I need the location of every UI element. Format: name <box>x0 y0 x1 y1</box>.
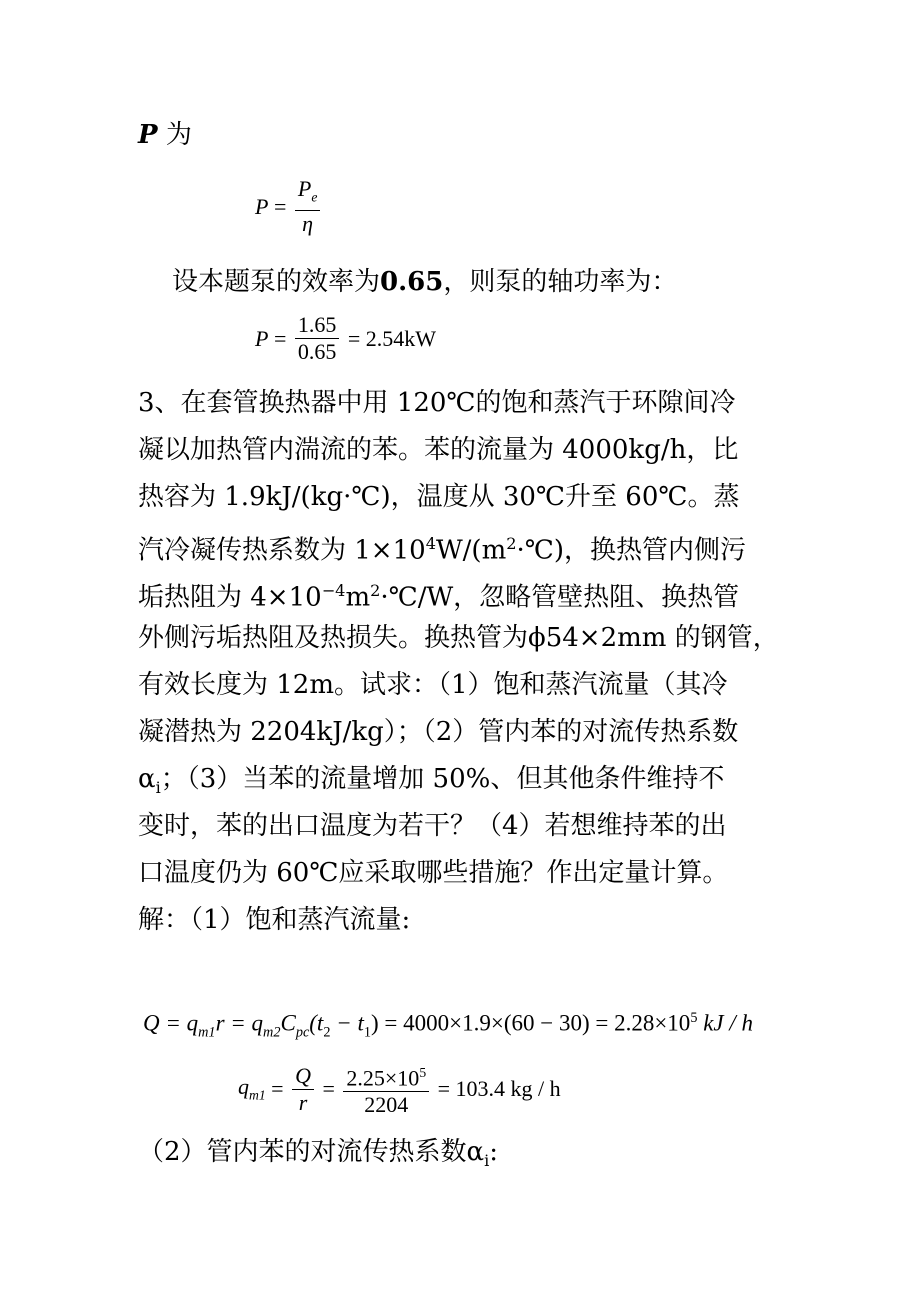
problem-line: 口温度仍为 60℃应采取哪些措施？作出定量计算。 <box>138 858 729 888</box>
lead-text: 为 <box>165 120 192 150</box>
power-symbol: P <box>138 120 158 150</box>
problem-line: 热容为 1.9kJ/(kg·℃)，温度从 30℃升至 60℃。蒸 <box>138 482 740 512</box>
problem-line: 垢热阻为 $4\times 10^{-4}m^2\cdot℃/W$，忽略管壁热阻、换热管 <box>138 581 740 613</box>
equation-steam-flow: $q_{m1}$ = $\frac{Q}{r}$ = $\frac{2.25\times 10^5}{2204}$ = 103.4 kg / h <box>238 1060 561 1118</box>
problem-line: 有效长度为 12m。试求：（1）饱和蒸汽流量（其冷 <box>138 670 728 700</box>
equation-power-definition <box>255 176 323 237</box>
efficiency-line: 设本题泵的效率为0.65，则泵的轴功率为： <box>172 267 678 297</box>
problem-line: 汽冷凝传热系数为 $1\times 10^4W/(m^2\cdot℃)$，换热管内侧污 <box>138 534 746 566</box>
eq-result: = 2.54kW <box>347 325 437 351</box>
problem-line: 3、在套管换热器中用 120℃的饱和蒸汽于环隙间冷 <box>138 388 736 418</box>
equation-heat-duty: $Q = q_{m1}r = q_{m2}C_{pc}(t_2 - t_1) = 4000\times 1.9\times(60 - 30) = 2.28\times 10^5$ kJ / h <box>143 1010 753 1041</box>
eq-sign: = <box>273 193 287 219</box>
problem-line: 凝潜热为 2204kJ/kg）；（2）管内苯的对流传热系数 <box>138 717 739 747</box>
part2-heading: （2）管内苯的对流传热系数$\alpha_i$: <box>138 1137 499 1171</box>
fraction: $\frac{1.65}{0.65}$ <box>295 312 340 365</box>
solution-label: 解：（1）饱和蒸汽流量: <box>138 905 411 935</box>
problem-line: 凝以加热管内湍流的苯。苯的流量为 4000kg/h，比 <box>138 435 739 465</box>
fraction <box>295 176 321 237</box>
problem-line: $\alpha_i$；（3）当苯的流量增加 50%、但其他条件维持不 <box>138 764 725 798</box>
fraction: $\frac{2.25\times 10^5}{2204}$ <box>343 1060 429 1118</box>
lead-line <box>138 120 192 150</box>
eq-lhs: P <box>255 193 269 219</box>
fraction-denominator: η <box>302 211 314 237</box>
efficiency-value: 0.65 <box>380 267 444 297</box>
fraction: $\frac{Q}{r}$ <box>292 1063 314 1116</box>
eq-result: = 103.4 kg / h <box>437 1076 561 1102</box>
problem-line: 变时，苯的出口温度为若干？（4）若想维持苯的出 <box>138 811 727 841</box>
fraction-numerator: $P_e$ <box>295 176 321 211</box>
equation-power-calc: P = $\frac{1.65}{0.65}$ = 2.54kW <box>255 312 437 364</box>
problem-line: 外侧污垢热阻及热损失。换热管为ϕ54×2mm 的钢管， <box>138 623 779 653</box>
